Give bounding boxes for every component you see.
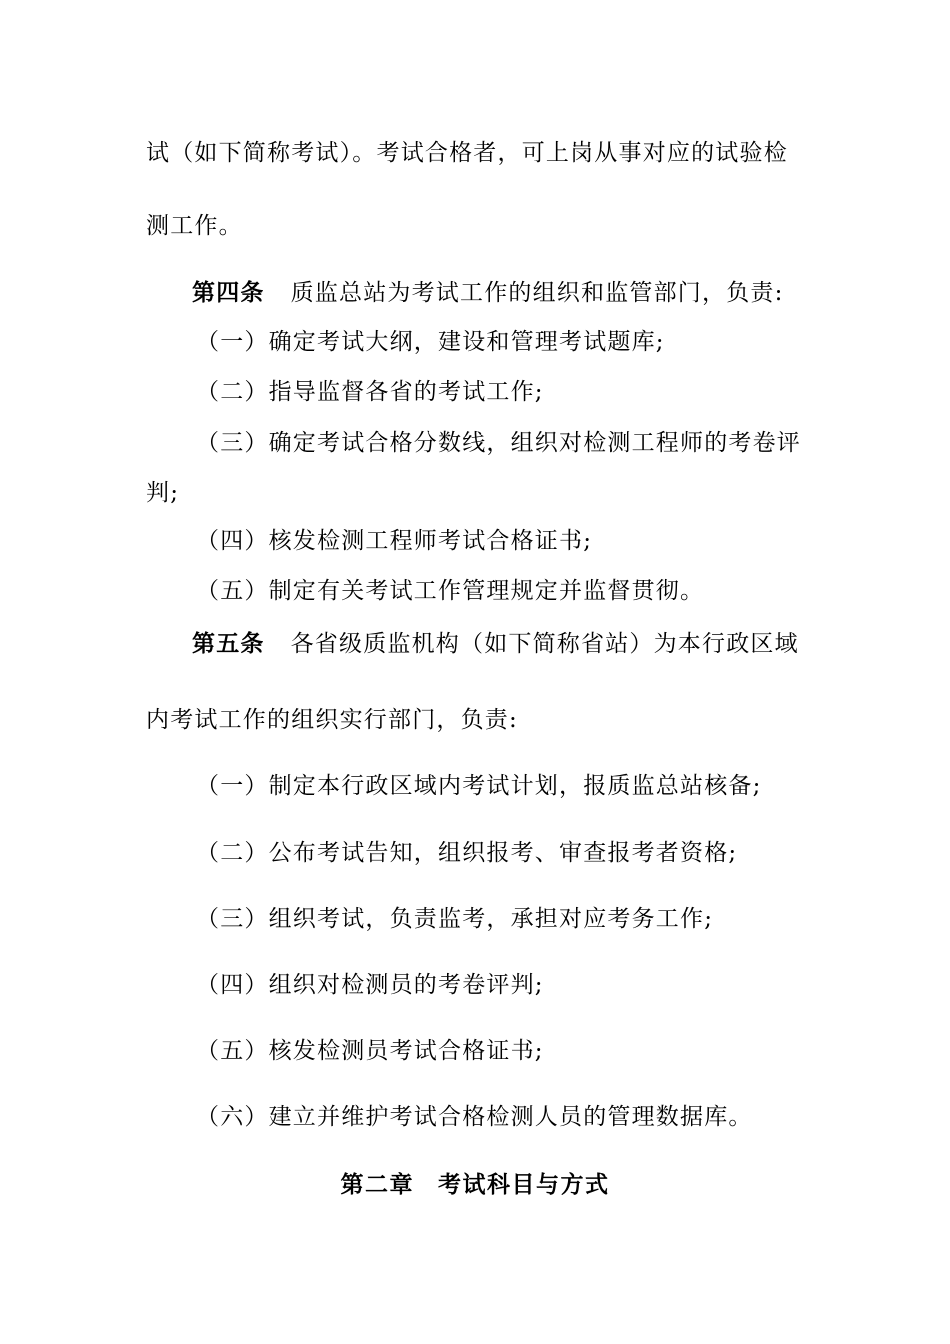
article-4-item: （一）确定考试大纲，建设和管理考试题库;: [196, 329, 665, 355]
chapter-title: 考试科目与方式: [438, 1172, 610, 1198]
article-5-heading: [192, 629, 852, 659]
article-5-item: （二）公布考试告知，组织报考、审查报考者资格;: [196, 840, 738, 866]
article-5-text-cont: 内考试工作的组织实行部门，负责:: [146, 707, 518, 733]
chapter-heading: [0, 1170, 950, 1200]
article-5-item: （四）组织对检测员的考卷评判;: [196, 972, 544, 998]
article-4-item-cont: 判;: [146, 480, 180, 506]
chapter-number: 第二章: [340, 1172, 414, 1198]
article-4-item: （三）确定考试合格分数线，组织对检测工程师的考卷评: [196, 430, 801, 456]
article-4-item: （四）核发检测工程师考试合格证书;: [196, 528, 593, 554]
article-4-label: 第四条: [192, 280, 265, 306]
paragraph-continuation-line: 测工作。: [146, 213, 243, 239]
article-4-item: （二）指导监督各省的考试工作;: [196, 379, 544, 405]
article-5-item: （一）制定本行政区域内考试计划，报质监总站核备;: [196, 773, 762, 799]
article-5-label: 第五条: [192, 631, 265, 657]
article-5-item: （五）核发检测员考试合格证书;: [196, 1038, 544, 1064]
article-5-text: 各省级质监机构（如下简称省站）为本行政区域: [290, 631, 799, 657]
article-5-item: （三）组织考试，负责监考，承担对应考务工作;: [196, 906, 714, 932]
paragraph-continuation-line: 试（如下简称考试）。考试合格者，可上岗从事对应的试验检: [146, 140, 788, 166]
article-4-heading: [192, 278, 852, 308]
article-5-item: （六）建立并维护考试合格检测人员的管理数据库。: [196, 1104, 753, 1130]
article-4-item: （五）制定有关考试工作管理规定并监督贯彻。: [196, 578, 705, 604]
article-4-text: 质监总站为考试工作的组织和监管部门，负责:: [290, 280, 784, 306]
